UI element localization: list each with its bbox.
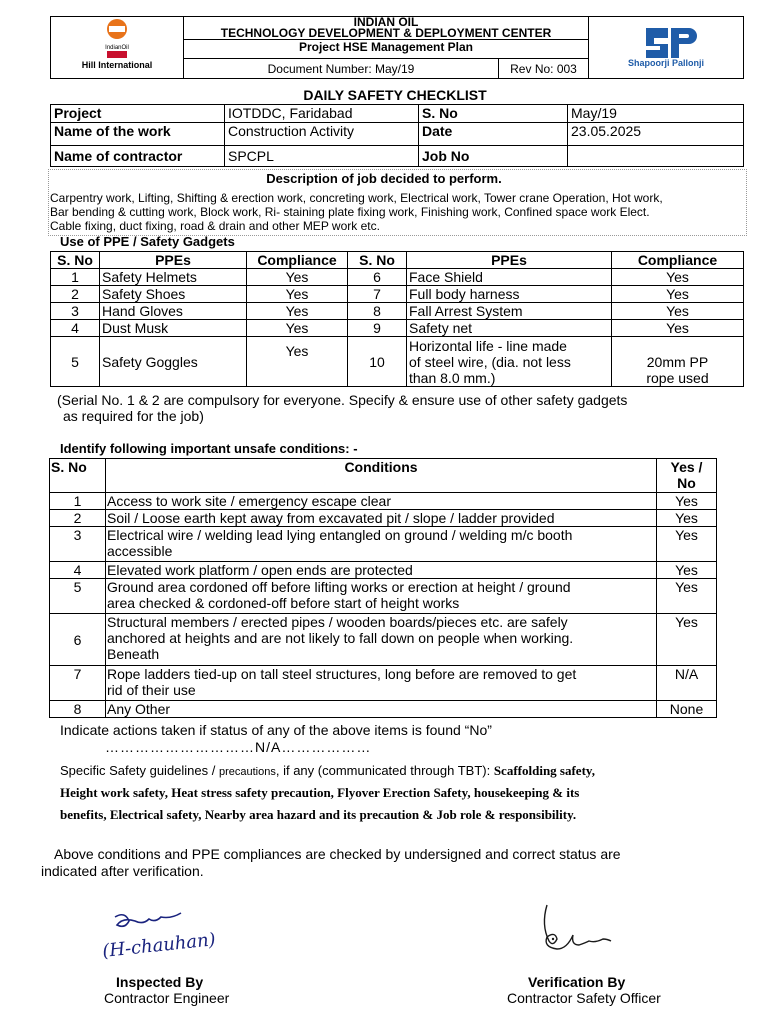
condition-text bbox=[106, 579, 657, 614]
condition-answer: Yes bbox=[657, 527, 717, 562]
condition-text-line: rid of their use bbox=[107, 682, 196, 698]
condition-answer: Yes bbox=[657, 510, 717, 527]
guidelines-line: benefits, Electrical safety, Nearby area hazard and its precaution & Job role & responsibility. bbox=[60, 807, 577, 822]
guidelines-prefix: Specific Safety guidelines / bbox=[60, 763, 219, 778]
ppe-sno: 2 bbox=[51, 286, 100, 303]
date-label: Date bbox=[419, 123, 568, 146]
ppe-compliance-line: 20mm PP bbox=[646, 354, 709, 370]
job-description-text bbox=[50, 191, 663, 233]
ppe-sno: 8 bbox=[348, 303, 407, 320]
condition-sno: 4 bbox=[50, 562, 106, 579]
table-row bbox=[50, 614, 717, 666]
condition-text-line: Beneath bbox=[107, 646, 160, 662]
condition-sno: 2 bbox=[50, 510, 106, 527]
condition-answer: Yes bbox=[657, 579, 717, 614]
ppe-sno: 10 bbox=[348, 337, 407, 387]
left-logo-cell bbox=[51, 17, 184, 79]
condition-text-line: Electrical wire / welding lead lying entangled on ground / welding m/c booth bbox=[107, 527, 573, 543]
ppe-name: Dust Musk bbox=[100, 320, 247, 337]
condition-text: Elevated work platform / open ends are protected bbox=[106, 562, 657, 579]
ppe-name-line: than 8.0 mm.) bbox=[409, 369, 496, 386]
conditions-header-yesno-line: Yes / bbox=[670, 459, 703, 475]
guidelines-topic: Scaffolding safety, bbox=[493, 763, 595, 778]
ppe-compliance-line: rope used bbox=[646, 370, 709, 386]
ppe-sno: 1 bbox=[51, 269, 100, 286]
condition-text: Access to work site / emergency escape clear bbox=[106, 493, 657, 510]
svg-text:Hill International: Hill International bbox=[81, 60, 153, 70]
contractor-label: Name of contractor bbox=[51, 146, 225, 167]
ppe-note-line: as required for the job) bbox=[63, 408, 204, 424]
indianoil-hill-logo-icon bbox=[67, 17, 167, 73]
guidelines-prefix: , if any (communicated through TBT): bbox=[275, 763, 494, 778]
condition-text-line: Structural members / erected pipes / wooden boards/pieces etc. are safely bbox=[107, 614, 568, 630]
document-header bbox=[50, 16, 744, 79]
ppe-name: Hand Gloves bbox=[100, 303, 247, 320]
ppe-name: Full body harness bbox=[407, 286, 612, 303]
ppe-compliance: Yes bbox=[612, 286, 744, 303]
condition-sno: 5 bbox=[50, 579, 106, 614]
ppe-sno: 9 bbox=[348, 320, 407, 337]
conditions-header-conditions: Conditions bbox=[106, 459, 657, 493]
table-row bbox=[50, 562, 717, 579]
ppe-name: Safety Shoes bbox=[100, 286, 247, 303]
conditions-header-sno: S. No bbox=[50, 459, 106, 493]
table-row bbox=[51, 320, 744, 337]
verification-by-title: Verification By bbox=[528, 974, 626, 990]
condition-answer: Yes bbox=[657, 562, 717, 579]
condition-text-line: area checked & cordoned-off before start of height works bbox=[107, 595, 460, 611]
job-description-line: Bar bending & cutting work, Block work, Ri- staining plate fixing work, Finishing work, Confined space work Elect. bbox=[50, 205, 650, 219]
ppe-compliance: Yes bbox=[612, 320, 744, 337]
table-row bbox=[51, 303, 744, 320]
ppe-compliance: Yes bbox=[247, 337, 348, 387]
ppe-name: Safety net bbox=[407, 320, 612, 337]
condition-sno: 7 bbox=[50, 666, 106, 701]
condition-text-line: anchored at heights and are not likely to fall down on people when working. bbox=[107, 630, 574, 646]
ppe-compliance: Yes bbox=[247, 320, 348, 337]
declaration-line: Above conditions and PPE compliances are checked by undersigned and correct status are bbox=[54, 846, 621, 862]
sno-value: May/19 bbox=[568, 105, 744, 123]
svg-text:(H-chauhan): (H-chauhan) bbox=[101, 929, 217, 962]
job-description-line: Carpentry work, Lifting, Shifting & erection work, concreting work, Electrical work, Tower crane Operation, Hot work, bbox=[50, 191, 663, 205]
inspector-signature bbox=[95, 905, 265, 970]
conditions-heading: Identify following important unsafe conditions: - bbox=[60, 441, 358, 456]
contractor-value: SPCPL bbox=[225, 146, 419, 167]
plan-name: Project HSE Management Plan bbox=[184, 39, 588, 54]
svg-text:Shapoorji Pallonji: Shapoorji Pallonji bbox=[627, 58, 705, 68]
ppe-sno: 5 bbox=[51, 337, 100, 387]
verifier-signature bbox=[525, 895, 625, 965]
svg-text:IndianOil: IndianOil bbox=[105, 45, 129, 51]
ppe-name bbox=[407, 337, 612, 387]
ppe-sno: 6 bbox=[348, 269, 407, 286]
sno-label: S. No bbox=[419, 105, 568, 123]
ppe-header-sno: S. No bbox=[348, 252, 407, 269]
ppe-compliance: Yes bbox=[612, 303, 744, 320]
guidelines-line: Height work safety, Heat stress safety precaution, Flyover Erection Safety, housekeeping & its bbox=[60, 785, 580, 800]
ppe-sno: 4 bbox=[51, 320, 100, 337]
document-number: Document Number: May/19 bbox=[184, 59, 499, 79]
ppe-name: Face Shield bbox=[407, 269, 612, 286]
ppe-name-line: of steel wire, (dia. not less bbox=[409, 353, 571, 370]
job-description-line: Cable fixing, duct fixing, road & drain and other MEP work etc. bbox=[50, 219, 380, 233]
table-row bbox=[50, 579, 717, 614]
project-info-table bbox=[50, 104, 744, 167]
ppe-table bbox=[50, 251, 744, 387]
jobno-label: Job No bbox=[419, 146, 568, 167]
inspector-role: Contractor Engineer bbox=[104, 990, 230, 1006]
condition-text bbox=[106, 614, 657, 666]
ppe-name: Fall Arrest System bbox=[407, 303, 612, 320]
ppe-compliance: Yes bbox=[247, 303, 348, 320]
ppe-compliance: Yes bbox=[247, 269, 348, 286]
org-name: INDIAN OIL bbox=[353, 15, 419, 29]
condition-answer: Yes bbox=[657, 614, 717, 666]
jobno-value bbox=[568, 146, 744, 167]
condition-text bbox=[106, 527, 657, 562]
table-row bbox=[50, 527, 717, 562]
verifier-role: Contractor Safety Officer bbox=[507, 990, 661, 1006]
page-title: DAILY SAFETY CHECKLIST bbox=[303, 87, 487, 103]
work-value: Construction Activity bbox=[225, 123, 419, 146]
ppe-name: Safety Helmets bbox=[100, 269, 247, 286]
ppe-header-ppes: PPEs bbox=[407, 252, 612, 269]
table-row bbox=[51, 337, 744, 387]
right-logo-cell bbox=[589, 17, 744, 79]
actions-value: …………………………N/A……………… bbox=[105, 739, 372, 755]
condition-sno: 3 bbox=[50, 527, 106, 562]
condition-answer: Yes bbox=[657, 493, 717, 510]
ppe-header-ppes: PPEs bbox=[100, 252, 247, 269]
table-row bbox=[50, 493, 717, 510]
ppe-heading: Use of PPE / Safety Gadgets bbox=[60, 234, 235, 249]
inspector-signature-icon bbox=[95, 905, 265, 970]
condition-text bbox=[106, 666, 657, 701]
condition-text-line: Ground area cordoned off before lifting works or erection at height / ground bbox=[107, 579, 571, 595]
ppe-note-line: (Serial No. 1 & 2 are compulsory for everyone. Specify & ensure use of other safety gadgets bbox=[57, 392, 628, 408]
ppe-name: Safety Goggles bbox=[100, 337, 247, 387]
revision-number: Rev No: 003 bbox=[499, 59, 589, 79]
table-row bbox=[51, 286, 744, 303]
date-value: 23.05.2025 bbox=[568, 123, 744, 146]
condition-text: Soil / Loose earth kept away from excavated pit / slope / ladder provided bbox=[106, 510, 657, 527]
condition-answer: None bbox=[657, 701, 717, 718]
work-label: Name of the work bbox=[51, 123, 225, 146]
ppe-note bbox=[57, 392, 627, 424]
safety-guidelines bbox=[60, 762, 750, 780]
inspected-by-title: Inspected By bbox=[116, 974, 204, 990]
table-row bbox=[50, 510, 717, 527]
table-row bbox=[50, 701, 717, 718]
ppe-header-compliance: Compliance bbox=[612, 252, 744, 269]
condition-text-line: accessible bbox=[107, 543, 173, 559]
ppe-sno: 7 bbox=[348, 286, 407, 303]
guidelines-prefix: precautions bbox=[218, 766, 276, 778]
declaration-line: indicated after verification. bbox=[41, 863, 204, 879]
conditions-header-yesno-line: No bbox=[677, 475, 696, 491]
project-label: Project bbox=[51, 105, 225, 123]
center-name: TECHNOLOGY DEVELOPMENT & DEPLOYMENT CENTER bbox=[220, 26, 552, 40]
condition-answer: N/A bbox=[657, 666, 717, 701]
condition-text: Any Other bbox=[106, 701, 657, 718]
actions-text: Indicate actions taken if status of any of the above items is found “No” bbox=[60, 722, 492, 738]
ppe-header-sno: S. No bbox=[51, 252, 100, 269]
verifier-signature-icon bbox=[525, 895, 625, 965]
table-row bbox=[50, 666, 717, 701]
condition-text-line: Rope ladders tied-up on tall steel structures, long before are removed to get bbox=[107, 666, 577, 682]
condition-sno: 6 bbox=[50, 614, 106, 666]
header-title-cell bbox=[184, 17, 589, 59]
ppe-compliance bbox=[612, 337, 744, 387]
ppe-compliance: Yes bbox=[612, 269, 744, 286]
unsafe-conditions-table bbox=[49, 458, 717, 718]
table-row bbox=[51, 269, 744, 286]
job-description-heading: Description of job decided to perform. bbox=[266, 171, 502, 186]
ppe-sno: 3 bbox=[51, 303, 100, 320]
shapoorji-pallonji-logo-icon bbox=[601, 22, 731, 68]
conditions-header-yesno bbox=[657, 459, 717, 493]
ppe-header-compliance: Compliance bbox=[247, 252, 348, 269]
condition-sno: 1 bbox=[50, 493, 106, 510]
ppe-compliance: Yes bbox=[247, 286, 348, 303]
condition-sno: 8 bbox=[50, 701, 106, 718]
declaration bbox=[41, 846, 621, 880]
project-value: IOTDDC, Faridabad bbox=[225, 105, 419, 123]
ppe-name-line: Horizontal life - line made bbox=[409, 337, 567, 354]
